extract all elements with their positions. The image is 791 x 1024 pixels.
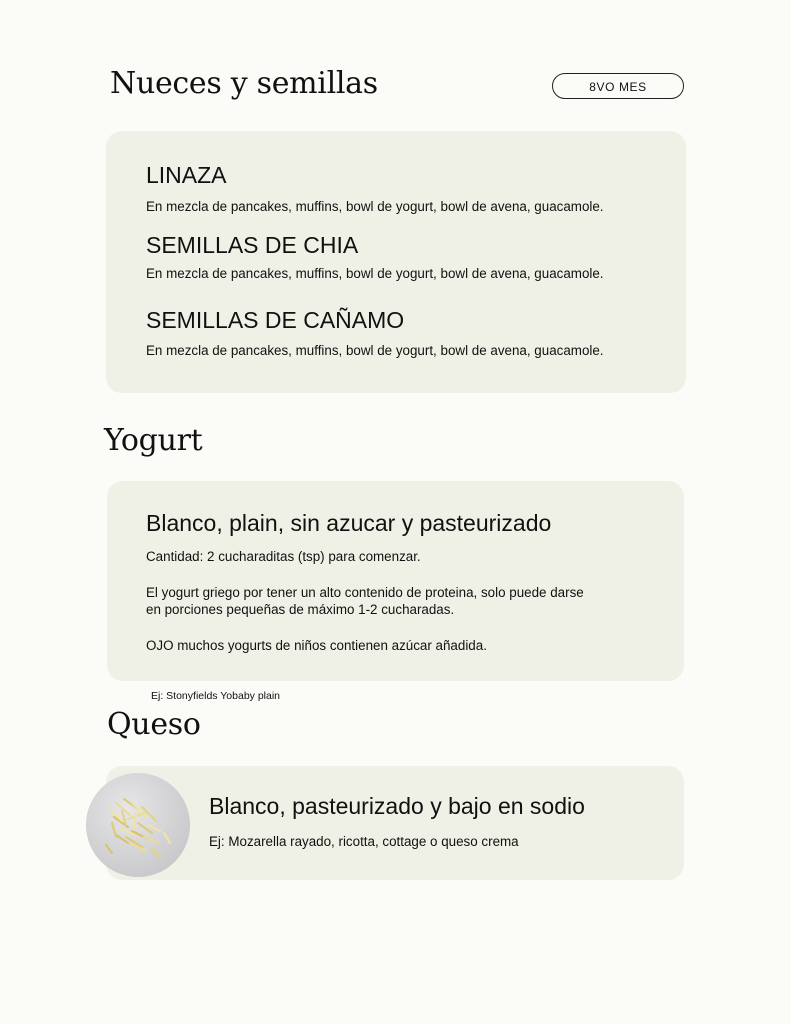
month-badge: 8VO MES <box>552 73 684 99</box>
yogurt-quantity: Cantidad: 2 cucharaditas (tsp) para comenzar. <box>146 549 421 564</box>
section-title-nuts: Nueces y semillas <box>110 66 378 101</box>
section-title-cheese: Queso <box>107 707 201 742</box>
item-title-chia: SEMILLAS DE CHIA <box>146 232 359 258</box>
yogurt-card <box>107 481 684 681</box>
yogurt-example: Ej: Stonyfields Yobaby plain <box>151 690 281 702</box>
yogurt-warning: OJO muchos yogurts de niños contienen azúcar añadida. <box>146 638 487 653</box>
cheese-card <box>106 766 684 880</box>
shredded-cheese-icon <box>86 773 190 877</box>
item-text-chia: En mezcla de pancakes, muffins, bowl de yogurt, bowl de avena, guacamole. <box>146 266 604 281</box>
cheese-example: Ej: Mozarella rayado, ricotta, cottage o queso crema <box>209 834 519 849</box>
yogurt-card-title: Blanco, plain, sin azucar y pasteurizado <box>146 510 552 536</box>
item-title-linaza: LINAZA <box>146 162 227 188</box>
item-text-canamo: En mezcla de pancakes, muffins, bowl de yogurt, bowl de avena, guacamole. <box>146 343 604 358</box>
yogurt-greek-note: El yogurt griego por tener un alto contenido de proteina, solo puede darse en porciones pequeñas de máximo 1-2 cucharadas. <box>146 585 584 617</box>
item-text-linaza: En mezcla de pancakes, muffins, bowl de yogurt, bowl de avena, guacamole. <box>146 199 604 214</box>
cheese-card-title: Blanco, pasteurizado y bajo en sodio <box>209 793 585 819</box>
shredded-cheese-photo <box>86 773 190 877</box>
nuts-card <box>106 131 686 393</box>
item-title-canamo: SEMILLAS DE CAÑAMO <box>146 307 405 333</box>
section-title-yogurt: Yogurt <box>104 423 203 458</box>
